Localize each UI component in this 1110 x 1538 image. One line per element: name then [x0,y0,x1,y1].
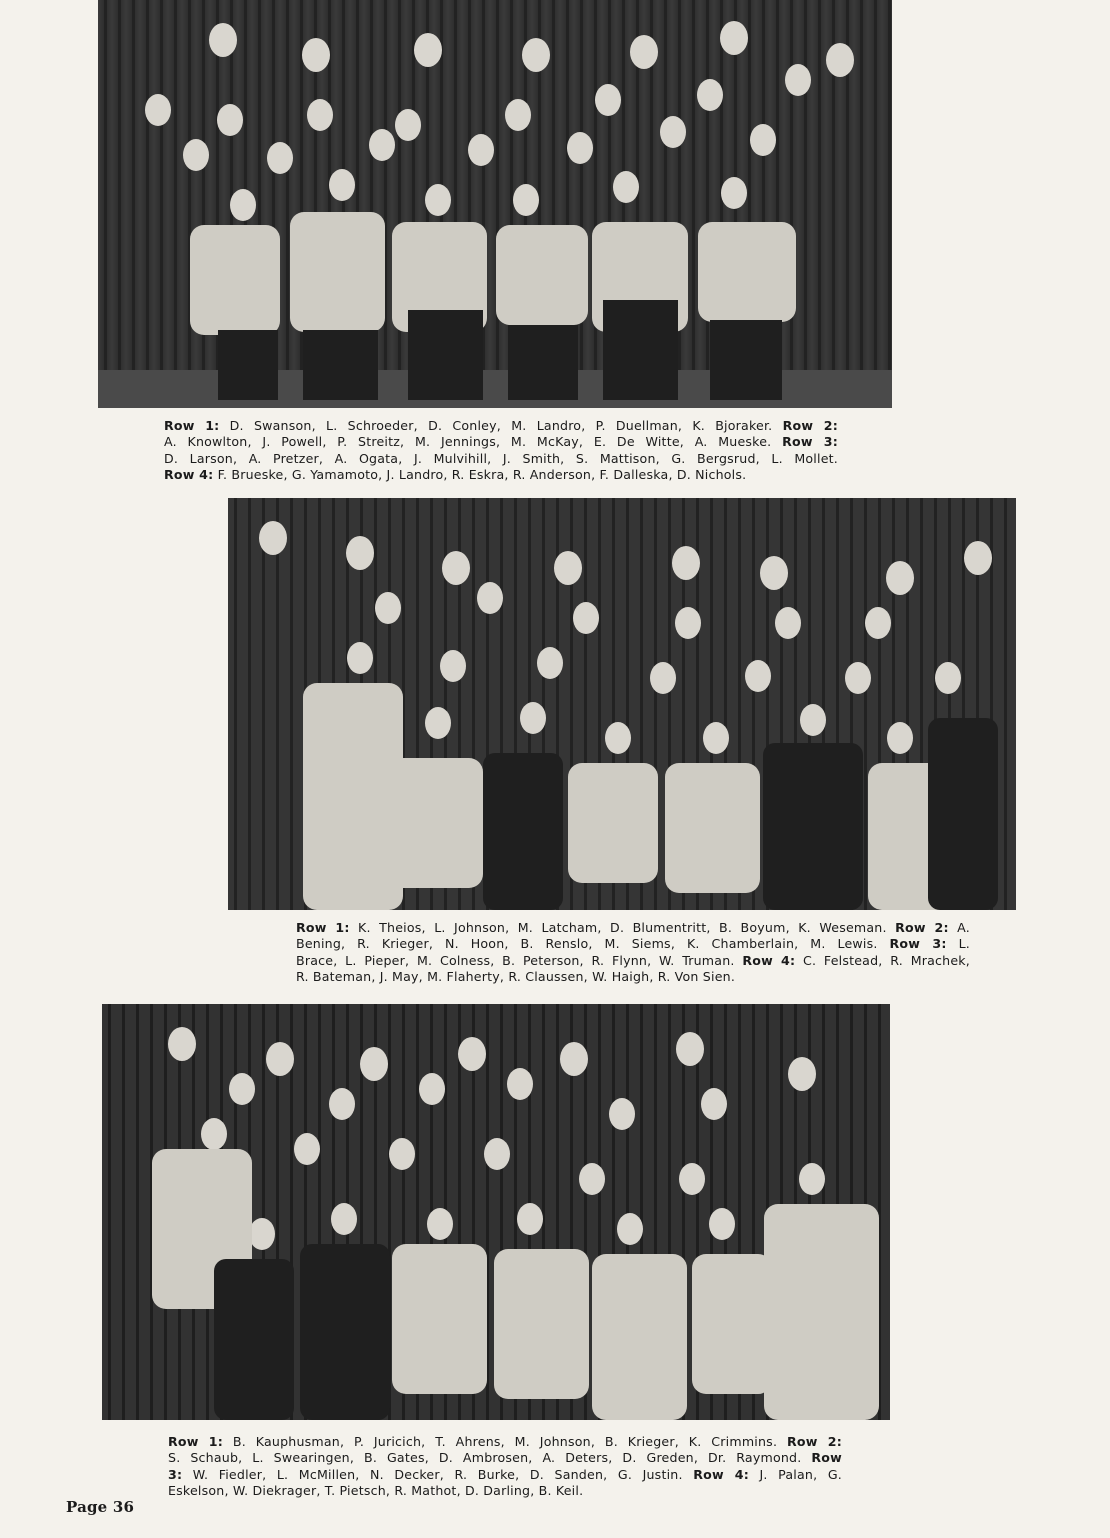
caption-names: B. Kauphusman, P. Juricich, T. Ahrens, M. Johnson, B. Krieger, K. Crimmins. [223,1434,787,1449]
row-label: Row 4: [164,467,214,483]
caption-line [164,451,838,467]
caption-line [164,418,838,434]
row-label: Row 2: [786,1434,842,1449]
row-label: Row 2: [895,920,949,935]
group-photo-3-image [102,1004,890,1420]
row-label: Row 3: [889,936,947,952]
row-label: Row 2: [782,418,838,433]
row-label: Row 3: [782,434,838,450]
group-photo-3 [102,1004,890,1420]
row-label: Row [811,1450,842,1466]
caption-names: S. Schaub, L. Swearingen, B. Gates, D. Ambrosen, A. Deters, D. Greden, Dr. Raymond. [168,1450,812,1466]
caption-names: Eskelson, W. Diekrager, T. Pietsch, R. Mathot, D. Darling, B. Keil. [168,1483,584,1499]
caption-names: K. Theios, L. Johnson, M. Latcham, D. Blumentritt, B. Boyum, K. Weseman. [349,920,896,935]
caption-names: R. Bateman, J. May, M. Flaherty, R. Claussen, W. Haigh, R. Von Sien. [296,969,736,985]
row-label: Row 1: [164,418,220,433]
group-photo-1 [98,0,892,408]
caption-names: A. [948,920,970,935]
caption-line [168,1434,842,1450]
caption-names: L. [946,936,970,952]
caption-line [168,1467,842,1483]
caption-line [296,969,970,985]
group-photo-1-caption [164,418,838,484]
caption-line [168,1483,842,1499]
row-label: 3: [168,1466,183,1482]
caption-names: W. Fiedler, L. McMillen, N. Decker, R. Burke, D. Sanden, G. Justin. [182,1466,694,1482]
group-photo-3-caption [168,1434,842,1500]
group-photo-2-caption [296,920,970,986]
group-photo-2 [228,498,1016,910]
page-number: Page 36 [66,1498,135,1516]
caption-line [296,920,970,936]
group-photo-2-image [228,498,1016,910]
caption-line [296,953,970,969]
row-label: Row 1: [168,1434,224,1449]
caption-names: C. Felstead, R. Mrachek, [795,952,971,968]
caption-names: D. Swanson, L. Schroeder, D. Conley, M. Landro, P. Duellman, K. Bjoraker. [219,418,783,433]
caption-names: F. Brueske, G. Yamamoto, J. Landro, R. Eskra, R. Anderson, F. Dalleska, D. Nichols. [213,467,747,483]
row-label: Row 4: [693,1466,749,1482]
caption-names: Brace, L. Pieper, M. Colness, B. Peterson, R. Flynn, W. Truman. [296,952,743,968]
caption-names: Bening, R. Krieger, N. Hoon, B. Renslo, M. Siems, K. Chamberlain, M. Lewis. [296,936,890,952]
caption-line [168,1450,842,1466]
caption-names: A. Knowlton, J. Powell, P. Streitz, M. Jennings, M. McKay, E. De Witte, A. Mueske. [164,434,783,450]
caption-line [296,936,970,952]
row-label: Row 1: [296,920,350,935]
caption-names: J. Palan, G. [748,1466,842,1482]
caption-line [164,434,838,450]
caption-line [164,467,838,483]
row-label: Row 4: [742,952,796,968]
caption-names: D. Larson, A. Pretzer, A. Ogata, J. Mulvihill, J. Smith, S. Mattison, G. Bergsrud, L. Mollet. [164,450,838,466]
group-photo-1-image [98,0,892,408]
